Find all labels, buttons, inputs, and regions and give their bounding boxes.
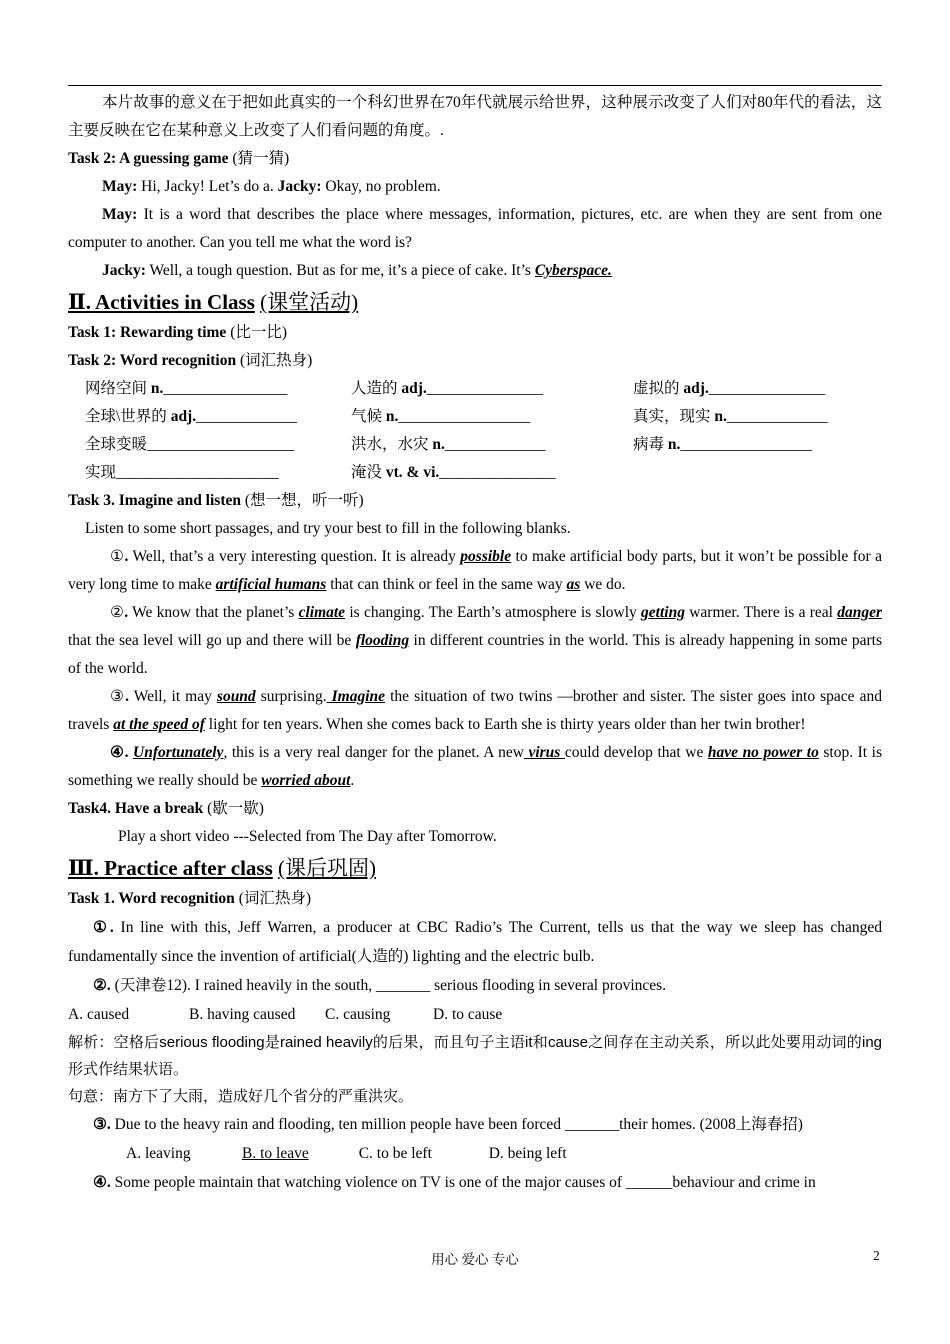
passage-4: ④. Unfortunately, this is a very real danger for the planet. A new virus could develop that we have no power to stop. It is something we really should be worried about. (68, 744, 882, 789)
dialog-line-1: May: Hi, Jacky! Let’s do a. Jacky: Okay, no problem. (102, 178, 441, 195)
option: D. being left (488, 1145, 567, 1162)
page-number: 2 (873, 1248, 880, 1263)
word-item: 气候 n._________________ (351, 408, 531, 425)
question-2-options (68, 1000, 882, 1029)
intro-paragraph: 本片故事的意义在于把如此真实的一个科幻世界在70年代就展示给世界，这种展示改变了人们对80年代的看法，这主要反映在它在某种意义上改变了人们看问题的角度。. (68, 94, 882, 139)
option: B. having caused (189, 1006, 296, 1023)
sec2-task1: Task 1: Rewarding time (比一比) (68, 324, 288, 341)
option: A. leaving (126, 1145, 191, 1162)
section-3-heading: Ⅲ. Practice after class (课后巩固) (68, 856, 377, 880)
passage-2: ②. We know that the planet’s climate is changing. The Earth’s atmosphere is slowly getting warmer. There is a real danger that the sea level will go up and there will be flooding in different countries in the world. This is already happening in some parts of the world. (68, 604, 882, 677)
question-2-analysis: 解析：空格后serious flooding是rained heavily的后果，而且句子主语it和cause之间存在主动关系，所以此处要用动词的ing形式作结果状语。 (68, 1034, 882, 1078)
question-2-meaning: 句意：南方下了大雨，造成好几个省分的严重洪灾。 (68, 1088, 414, 1105)
question-3-options (68, 1139, 882, 1168)
word-item: 人造的 adj._______________ (351, 380, 544, 397)
sec2-task2: Task 2: Word recognition (词汇热身) (68, 352, 313, 369)
document-page (68, 0, 882, 1197)
task2-heading: Task 2: A guessing game (猜一猜) (68, 150, 290, 167)
sec2-task4: Task4. Have a break (歇一歇) (68, 800, 264, 817)
word-item: 全球\世界的 adj._____________ (85, 408, 297, 425)
word-item: 实现_____________________ (85, 464, 279, 481)
question-3: ③. Due to the heavy rain and flooding, ten million people have been forced _______their homes. (2008上海春招) (93, 1116, 803, 1133)
question-2: ②. (天津卷12). I rained heavily in the south, _______ serious flooding in several provinces. (93, 977, 667, 994)
footer-motto: 用心 爱心 专心 (431, 1252, 519, 1267)
option: A. caused (68, 1006, 130, 1023)
option: C. causing (325, 1006, 391, 1023)
question-1: ①. In line with this, Jeff Warren, a producer at CBC Radio’s The Current, tells us that the way we sleep has changed fundamentally since the invention of artificial(人造的) lighting and the electric bulb. (68, 919, 883, 965)
passage-1: ①. Well, that’s a very interesting question. It is already possible to make artificial body parts, but it won’t be possible for a very long time to make artificial humans that can think or feel in the same way as we do. (68, 548, 882, 593)
word-item: 虚拟的 adj._______________ (633, 380, 826, 397)
question-4: ④. Some people maintain that watching violence on TV is one of the major causes of ______behaviour and crime in (93, 1174, 816, 1191)
video-note: Play a short video ---Selected from The Day after Tomorrow. (118, 828, 497, 845)
answer-cyberspace: Cyberspace. (534, 262, 612, 279)
listen-instruction: Listen to some short passages, and try your best to fill in the following blanks. (85, 520, 571, 537)
word-item: 真实，现实 n._____________ (633, 408, 828, 425)
sec3-task1: Task 1. Word recognition (词汇热身) (68, 890, 312, 907)
word-item: 洪水，水灾 n._____________ (351, 436, 546, 453)
dialog-line-2: May: It is a word that describes the place where messages, information, pictures, etc. are when they are sent from one computer to another. Can you tell me what the word is? (68, 206, 882, 251)
option-answer: B. to leave (242, 1145, 309, 1162)
dialog-line-3: Jacky: Well, a tough question. But as for me, it’s a piece of cake. It’s Cyberspace. (102, 262, 612, 279)
word-item: 淹没 vt. & vi._______________ (351, 464, 556, 481)
sec2-task3: Task 3. Imagine and listen (想一想，听一听) (68, 492, 364, 509)
option: D. to cause (433, 1006, 503, 1023)
word-item: 网络空间 n.________________ (85, 380, 288, 397)
word-item: 病毒 n._________________ (633, 436, 813, 453)
passage-3: ③. Well, it may sound surprising. Imagine the situation of two twins —brother and sister. The sister goes into space and travels at the speed of light for ten years. When she comes back to Earth she is thirty years older than her twin brother! (68, 688, 882, 733)
section-2-heading: Ⅱ. Activities in Class (课堂活动) (68, 290, 359, 314)
word-grid (68, 375, 882, 487)
option: C. to be left (358, 1145, 432, 1162)
word-item: 全球变暖___________________ (85, 436, 295, 453)
